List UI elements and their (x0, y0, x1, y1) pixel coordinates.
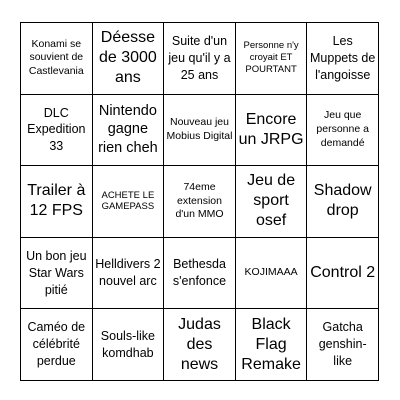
bingo-cell-r4-c5[interactable]: Control 2 (307, 238, 379, 310)
bingo-cell-r3-c5[interactable]: Shadow drop (307, 166, 379, 238)
bingo-cell-r1-c5[interactable]: Les Muppets de l'angoisse (307, 23, 379, 95)
bingo-cell-r3-c2[interactable]: ACHETE LE GAMEPASS (93, 166, 165, 238)
bingo-cell-r2-c3[interactable]: Nouveau jeu Mobius Digital (164, 95, 236, 167)
bingo-cell-r3-c1[interactable]: Trailer à 12 FPS (21, 166, 93, 238)
bingo-cell-r4-c4[interactable]: KOJIMAAA (236, 238, 308, 310)
bingo-board (20, 22, 379, 381)
bingo-cell-r5-c2[interactable]: Souls-like komdhab (93, 309, 165, 381)
bingo-cell-r2-c4[interactable]: Encore un JRPG (236, 95, 308, 167)
bingo-cell-r5-c1[interactable]: Caméo de célébrité perdue (21, 309, 93, 381)
bingo-cell-r5-c4[interactable]: Black Flag Remake (236, 309, 308, 381)
bingo-cell-r5-c5[interactable]: Gatcha genshin-like (307, 309, 379, 381)
bingo-cell-r1-c2[interactable]: Déesse de 3000 ans (93, 23, 165, 95)
bingo-cell-r4-c1[interactable]: Un bon jeu Star Wars pitié (21, 238, 93, 310)
bingo-cell-r4-c3[interactable]: Bethesda s'enfonce (164, 238, 236, 310)
bingo-cell-r4-c2[interactable]: Helldivers 2 nouvel arc (93, 238, 165, 310)
bingo-cell-r3-c3[interactable]: 74eme extension d'un MMO (164, 166, 236, 238)
bingo-cell-r2-c2[interactable]: Nintendo gagne rien cheh (93, 95, 165, 167)
bingo-cell-r5-c3[interactable]: Judas des news (164, 309, 236, 381)
bingo-cell-r3-c4[interactable]: Jeu de sport osef (236, 166, 308, 238)
bingo-cell-r2-c1[interactable]: DLC Expedition 33 (21, 95, 93, 167)
bingo-cell-r1-c3[interactable]: Suite d'un jeu qu'il y a 25 ans (164, 23, 236, 95)
bingo-cell-r2-c5[interactable]: Jeu que personne a demandé (307, 95, 379, 167)
bingo-cell-r1-c1[interactable]: Konami se souvient de Castlevania (21, 23, 93, 95)
bingo-cell-r1-c4[interactable]: Personne n'y croyait ET POURTANT (236, 23, 308, 95)
